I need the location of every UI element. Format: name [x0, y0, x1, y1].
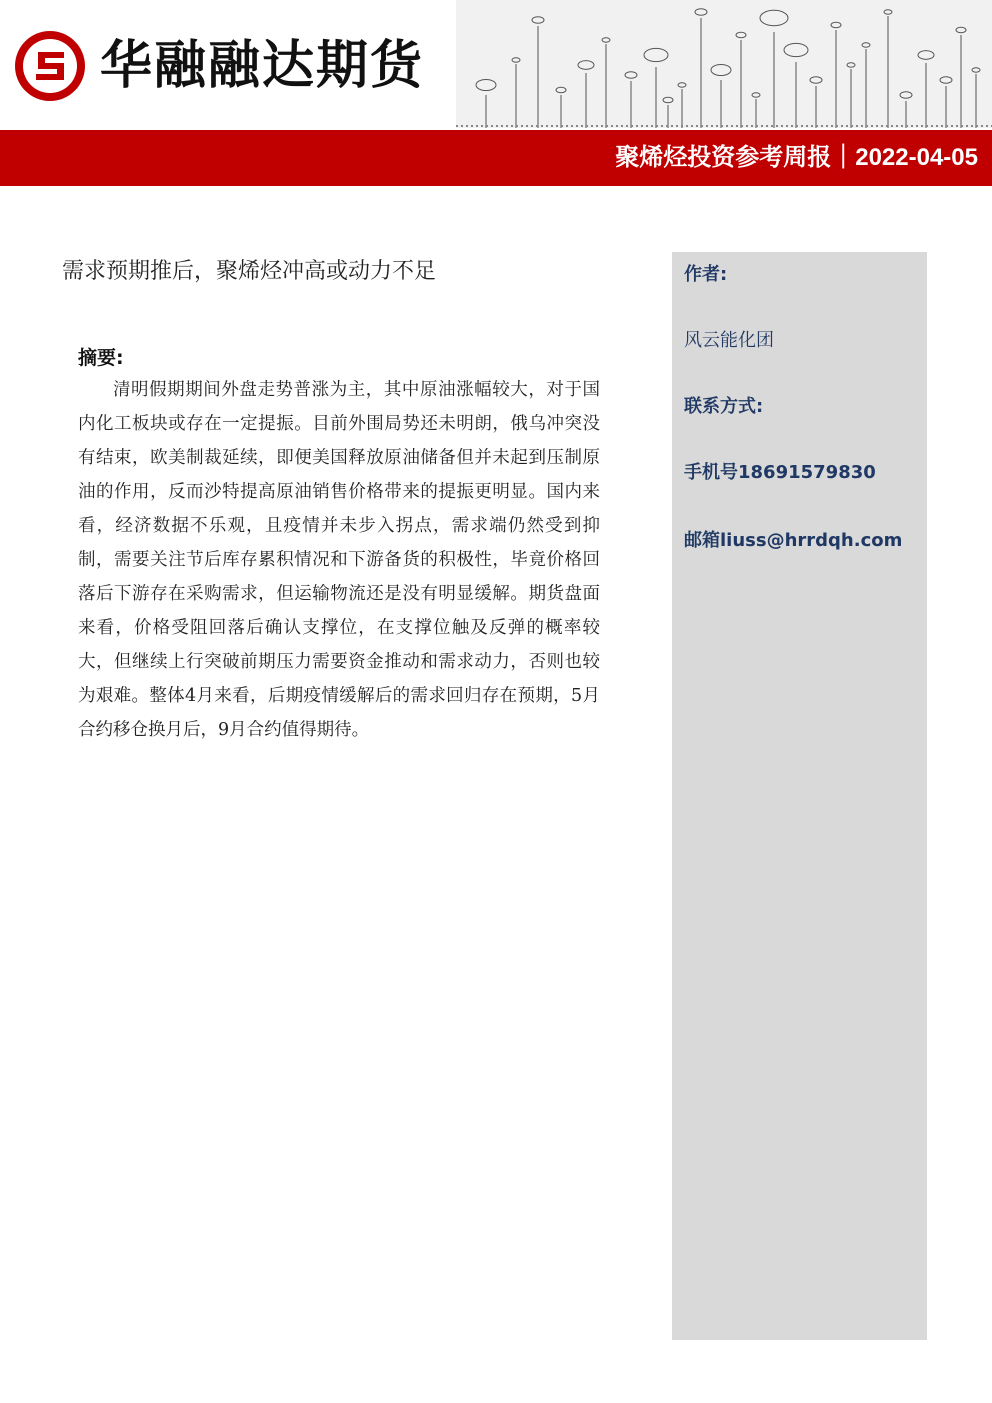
report-title: 聚烯烃投资参考周报｜2022-04-05	[615, 144, 978, 171]
company-logo-icon	[12, 28, 88, 104]
company-name: 华融融达期货	[100, 36, 425, 96]
report-title-bar	[0, 130, 992, 186]
contact-label: 联系方式:	[684, 396, 764, 417]
phone-number: 手机号18691579830	[684, 462, 876, 483]
document-title: 需求预期推后，聚烯烃冲高或动力不足	[62, 259, 437, 284]
abstract-heading: 摘要:	[78, 347, 124, 369]
author-name: 风云能化团	[684, 330, 774, 351]
header-decoration	[456, 0, 992, 128]
page-header	[0, 0, 992, 186]
email-address: 邮箱liuss@hrrdqh.com	[684, 530, 903, 551]
author-label: 作者:	[684, 264, 728, 285]
author-sidebar	[672, 252, 927, 1340]
abstract-body: 清明假期期间外盘走势普涨为主，其中原油涨幅较大，对于国内化工板块或存在一定提振。目前外围局势还未明朗，俄乌冲突没有结束，欧美制裁延续，即便美国释放原油储备但并未起到压制原油的作用，反而沙特提高原油销售价格带来的提振更明显。国内来看，经济数据不乐观，且疫情并未步入拐点，需求端仍然受到抑制，需要关注节后库存累积情况和下游备货的积极性，毕竟价格回落后下游存在采购需求，但运输物流还是没有明显缓解。期货盘面来看，价格受阻回落后确认支撑位，在支撑位触及反弹的概率较大，但继续上行突破前期压力需要资金推动和需求动力，否则也较为艰难。整体4月来看，后期疫情缓解后的需求回归存在预期，5月合约移仓换月后，9月合约值得期待。	[78, 380, 600, 740]
